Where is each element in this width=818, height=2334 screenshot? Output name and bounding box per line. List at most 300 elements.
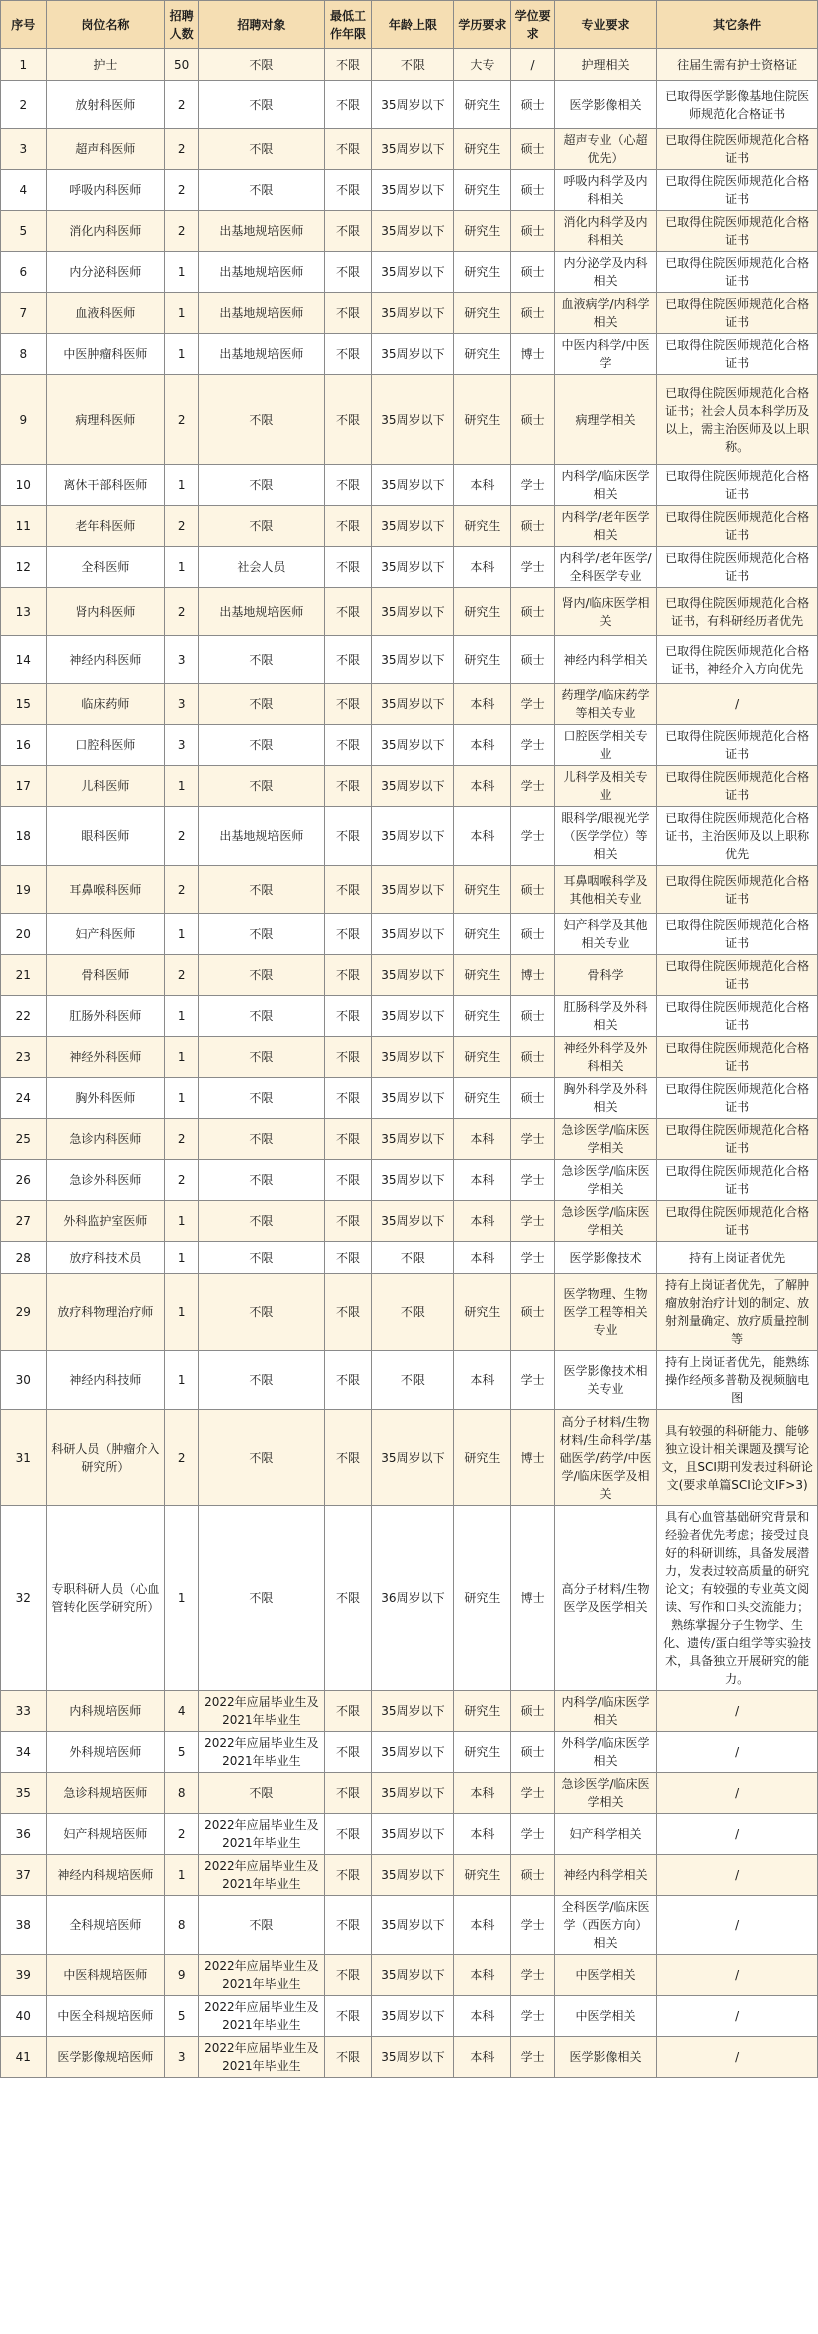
cell-degree: 学士 <box>511 1242 554 1274</box>
cell-other: 已取得住院医师规范化合格证书 <box>657 1078 818 1119</box>
cell-age: 35周岁以下 <box>372 1119 454 1160</box>
cell-years: 不限 <box>324 766 372 807</box>
cell-age: 不限 <box>372 1351 454 1410</box>
cell-post: 内科规培医师 <box>46 1691 165 1732</box>
cell-post: 神经内科医师 <box>46 636 165 684</box>
cell-years: 不限 <box>324 2037 372 2078</box>
cell-major: 病理学相关 <box>554 375 657 465</box>
table-row <box>1 684 818 725</box>
cell-degree: 博士 <box>511 1410 554 1506</box>
cell-post: 病理科医师 <box>46 375 165 465</box>
cell-degree: 硕士 <box>511 1732 554 1773</box>
cell-years: 不限 <box>324 1855 372 1896</box>
table-row <box>1 211 818 252</box>
cell-years: 不限 <box>324 684 372 725</box>
table-row <box>1 1078 818 1119</box>
cell-target: 不限 <box>199 1773 324 1814</box>
cell-edu: 本科 <box>454 2037 511 2078</box>
cell-edu: 本科 <box>454 1201 511 1242</box>
cell-no: 2 <box>1 81 47 129</box>
cell-other: 已取得住院医师规范化合格证书 <box>657 465 818 506</box>
cell-years: 不限 <box>324 1506 372 1691</box>
cell-age: 不限 <box>372 49 454 81</box>
cell-degree: 学士 <box>511 1201 554 1242</box>
cell-no: 16 <box>1 725 47 766</box>
cell-degree: 学士 <box>511 766 554 807</box>
table-row <box>1 334 818 375</box>
cell-count: 1 <box>165 547 199 588</box>
cell-count: 2 <box>165 807 199 866</box>
cell-edu: 本科 <box>454 1351 511 1410</box>
cell-age: 35周岁以下 <box>372 1078 454 1119</box>
cell-other: 已取得住院医师规范化合格证书 <box>657 293 818 334</box>
cell-years: 不限 <box>324 588 372 636</box>
cell-no: 12 <box>1 547 47 588</box>
cell-count: 2 <box>165 1410 199 1506</box>
cell-target: 社会人员 <box>199 547 324 588</box>
cell-degree: 博士 <box>511 1506 554 1691</box>
cell-other: 已取得住院医师规范化合格证书 <box>657 1037 818 1078</box>
cell-no: 41 <box>1 2037 47 2078</box>
cell-degree: 学士 <box>511 1119 554 1160</box>
cell-post: 神经内科规培医师 <box>46 1855 165 1896</box>
table-row <box>1 1351 818 1410</box>
cell-other: 已取得住院医师规范化合格证书 <box>657 955 818 996</box>
cell-edu: 研究生 <box>454 1078 511 1119</box>
cell-count: 2 <box>165 588 199 636</box>
cell-age: 35周岁以下 <box>372 1732 454 1773</box>
table-row <box>1 1814 818 1855</box>
cell-post: 中医肿瘤科医师 <box>46 334 165 375</box>
cell-age: 35周岁以下 <box>372 1160 454 1201</box>
cell-other: 具有心血管基础研究背景和经验者优先考虑；接受过良好的科研训练，具备发展潜力，发表过较高质量的研究论文；有较强的专业英文阅读、写作和口头交流能力；熟练掌握分子生物学、生化、遗传/蛋白组学等实验技术，具备独立开展研究的能力。 <box>657 1506 818 1691</box>
cell-major: 妇产科学相关 <box>554 1814 657 1855</box>
table-row <box>1 252 818 293</box>
table-row <box>1 1732 818 1773</box>
cell-major: 医学影像技术相关专业 <box>554 1351 657 1410</box>
cell-major: 高分子材料/生物医学及医学相关 <box>554 1506 657 1691</box>
cell-count: 1 <box>165 1078 199 1119</box>
cell-edu: 研究生 <box>454 866 511 914</box>
cell-age: 不限 <box>372 1274 454 1351</box>
cell-edu: 研究生 <box>454 129 511 170</box>
cell-years: 不限 <box>324 1410 372 1506</box>
cell-target: 不限 <box>199 866 324 914</box>
cell-post: 血液科医师 <box>46 293 165 334</box>
cell-major: 内分泌学及内科相关 <box>554 252 657 293</box>
table-row <box>1 1119 818 1160</box>
cell-degree: 硕士 <box>511 636 554 684</box>
cell-degree: 学士 <box>511 547 554 588</box>
cell-target: 2022年应届毕业生及2021年毕业生 <box>199 1955 324 1996</box>
cell-other: / <box>657 2037 818 2078</box>
cell-major: 护理相关 <box>554 49 657 81</box>
table-row <box>1 1691 818 1732</box>
cell-other: 已取得住院医师规范化合格证书 <box>657 129 818 170</box>
cell-years: 不限 <box>324 211 372 252</box>
cell-no: 30 <box>1 1351 47 1410</box>
cell-degree: 学士 <box>511 1955 554 1996</box>
cell-other: 已取得住院医师规范化合格证书 <box>657 725 818 766</box>
cell-edu: 本科 <box>454 1160 511 1201</box>
cell-major: 神经内科学相关 <box>554 636 657 684</box>
cell-degree: 学士 <box>511 465 554 506</box>
cell-count: 8 <box>165 1896 199 1955</box>
cell-degree: 学士 <box>511 1773 554 1814</box>
cell-age: 35周岁以下 <box>372 1410 454 1506</box>
cell-other: / <box>657 1996 818 2037</box>
cell-post: 肾内科医师 <box>46 588 165 636</box>
cell-no: 4 <box>1 170 47 211</box>
cell-target: 不限 <box>199 465 324 506</box>
cell-post: 中医科规培医师 <box>46 1955 165 1996</box>
cell-target: 不限 <box>199 1037 324 1078</box>
cell-years: 不限 <box>324 334 372 375</box>
cell-post: 肛肠外科医师 <box>46 996 165 1037</box>
cell-count: 2 <box>165 170 199 211</box>
cell-years: 不限 <box>324 1773 372 1814</box>
cell-post: 消化内科医师 <box>46 211 165 252</box>
cell-no: 18 <box>1 807 47 866</box>
cell-other: 已取得住院医师规范化合格证书 <box>657 866 818 914</box>
cell-post: 眼科医师 <box>46 807 165 866</box>
cell-other: 已取得住院医师规范化合格证书 <box>657 914 818 955</box>
cell-major: 高分子材料/生物材料/生命科学/基础医学/药学/中医学/临床医学及相关 <box>554 1410 657 1506</box>
table-row <box>1 375 818 465</box>
cell-count: 1 <box>165 252 199 293</box>
cell-degree: 硕士 <box>511 293 554 334</box>
cell-target: 不限 <box>199 1896 324 1955</box>
cell-degree: 硕士 <box>511 211 554 252</box>
cell-post: 内分泌科医师 <box>46 252 165 293</box>
cell-other: 具有较强的科研能力、能够独立设计相关课题及撰写论文，且SCI期刊发表过科研论文(要求单篇SCI论文IF>3) <box>657 1410 818 1506</box>
cell-no: 25 <box>1 1119 47 1160</box>
cell-post: 医学影像规培医师 <box>46 2037 165 2078</box>
cell-degree: 学士 <box>511 1814 554 1855</box>
cell-degree: 学士 <box>511 2037 554 2078</box>
cell-major: 中医学相关 <box>554 1996 657 2037</box>
cell-edu: 研究生 <box>454 1410 511 1506</box>
cell-post: 呼吸内科医师 <box>46 170 165 211</box>
cell-post: 耳鼻喉科医师 <box>46 866 165 914</box>
cell-count: 1 <box>165 1274 199 1351</box>
cell-post: 外科规培医师 <box>46 1732 165 1773</box>
cell-no: 21 <box>1 955 47 996</box>
cell-other: 已取得住院医师规范化合格证书 <box>657 1201 818 1242</box>
cell-post: 胸外科医师 <box>46 1078 165 1119</box>
cell-major: 中医学相关 <box>554 1955 657 1996</box>
cell-count: 1 <box>165 996 199 1037</box>
cell-no: 20 <box>1 914 47 955</box>
cell-target: 出基地规培医师 <box>199 588 324 636</box>
header-age: 年龄上限 <box>372 1 454 49</box>
cell-count: 1 <box>165 1351 199 1410</box>
cell-major: 内科学/老年医学相关 <box>554 506 657 547</box>
cell-edu: 本科 <box>454 1119 511 1160</box>
cell-target: 不限 <box>199 766 324 807</box>
header-years: 最低工作年限 <box>324 1 372 49</box>
cell-target: 不限 <box>199 1242 324 1274</box>
cell-age: 35周岁以下 <box>372 1996 454 2037</box>
table-row <box>1 1242 818 1274</box>
cell-target: 不限 <box>199 914 324 955</box>
cell-age: 35周岁以下 <box>372 506 454 547</box>
cell-count: 1 <box>165 914 199 955</box>
cell-age: 36周岁以下 <box>372 1506 454 1691</box>
cell-target: 2022年应届毕业生及2021年毕业生 <box>199 1996 324 2037</box>
cell-degree: 硕士 <box>511 129 554 170</box>
cell-post: 外科监护室医师 <box>46 1201 165 1242</box>
cell-target: 不限 <box>199 506 324 547</box>
cell-other: 已取得住院医师规范化合格证书 <box>657 1160 818 1201</box>
cell-years: 不限 <box>324 914 372 955</box>
cell-major: 急诊医学/临床医学相关 <box>554 1201 657 1242</box>
cell-no: 27 <box>1 1201 47 1242</box>
cell-no: 3 <box>1 129 47 170</box>
table-row <box>1 2037 818 2078</box>
cell-years: 不限 <box>324 1896 372 1955</box>
cell-target: 不限 <box>199 1410 324 1506</box>
cell-edu: 研究生 <box>454 334 511 375</box>
cell-no: 6 <box>1 252 47 293</box>
cell-count: 2 <box>165 506 199 547</box>
cell-degree: 硕士 <box>511 866 554 914</box>
cell-post: 放射科医师 <box>46 81 165 129</box>
cell-post: 神经外科医师 <box>46 1037 165 1078</box>
cell-other: 已取得住院医师规范化合格证书 <box>657 766 818 807</box>
cell-other: 已取得住院医师规范化合格证书，神经介入方向优先 <box>657 636 818 684</box>
cell-degree: 学士 <box>511 1160 554 1201</box>
cell-target: 不限 <box>199 1160 324 1201</box>
cell-target: 不限 <box>199 81 324 129</box>
cell-major: 急诊医学/临床医学相关 <box>554 1773 657 1814</box>
table-row <box>1 547 818 588</box>
cell-edu: 本科 <box>454 547 511 588</box>
table-row <box>1 1855 818 1896</box>
cell-degree: 硕士 <box>511 375 554 465</box>
cell-target: 2022年应届毕业生及2021年毕业生 <box>199 1732 324 1773</box>
table-body <box>1 49 818 2078</box>
cell-count: 1 <box>165 1201 199 1242</box>
cell-age: 35周岁以下 <box>372 2037 454 2078</box>
cell-other: / <box>657 1896 818 1955</box>
cell-count: 1 <box>165 293 199 334</box>
cell-major: 胸外科学及外科相关 <box>554 1078 657 1119</box>
cell-count: 1 <box>165 334 199 375</box>
cell-edu: 研究生 <box>454 1037 511 1078</box>
table-row <box>1 807 818 866</box>
table-row <box>1 1996 818 2037</box>
cell-age: 35周岁以下 <box>372 1201 454 1242</box>
cell-other: 已取得住院医师规范化合格证书，有科研经历者优先 <box>657 588 818 636</box>
cell-degree: 硕士 <box>511 1078 554 1119</box>
cell-degree: 学士 <box>511 684 554 725</box>
cell-target: 不限 <box>199 129 324 170</box>
cell-count: 1 <box>165 465 199 506</box>
cell-age: 35周岁以下 <box>372 955 454 996</box>
cell-years: 不限 <box>324 1732 372 1773</box>
cell-count: 8 <box>165 1773 199 1814</box>
cell-edu: 研究生 <box>454 996 511 1037</box>
cell-target: 不限 <box>199 49 324 81</box>
table-header-row <box>1 1 818 49</box>
cell-edu: 研究生 <box>454 170 511 211</box>
header-major: 专业要求 <box>554 1 657 49</box>
cell-count: 1 <box>165 766 199 807</box>
cell-years: 不限 <box>324 996 372 1037</box>
cell-post: 全科医师 <box>46 547 165 588</box>
cell-target: 不限 <box>199 1078 324 1119</box>
header-other: 其它条件 <box>657 1 818 49</box>
cell-degree: 博士 <box>511 334 554 375</box>
cell-count: 3 <box>165 2037 199 2078</box>
cell-age: 35周岁以下 <box>372 766 454 807</box>
cell-other: / <box>657 684 818 725</box>
table-row <box>1 1201 818 1242</box>
cell-other: 持有上岗证者优先 <box>657 1242 818 1274</box>
cell-degree: 博士 <box>511 955 554 996</box>
cell-no: 34 <box>1 1732 47 1773</box>
cell-edu: 研究生 <box>454 1855 511 1896</box>
cell-no: 17 <box>1 766 47 807</box>
cell-count: 3 <box>165 684 199 725</box>
cell-target: 不限 <box>199 1119 324 1160</box>
cell-age: 35周岁以下 <box>372 1855 454 1896</box>
cell-post: 护士 <box>46 49 165 81</box>
cell-edu: 本科 <box>454 1814 511 1855</box>
cell-no: 5 <box>1 211 47 252</box>
cell-major: 骨科学 <box>554 955 657 996</box>
cell-count: 5 <box>165 1996 199 2037</box>
cell-edu: 本科 <box>454 1242 511 1274</box>
table-row <box>1 1160 818 1201</box>
cell-edu: 本科 <box>454 766 511 807</box>
cell-degree: 硕士 <box>511 1855 554 1896</box>
cell-no: 32 <box>1 1506 47 1691</box>
cell-target: 2022年应届毕业生及2021年毕业生 <box>199 1691 324 1732</box>
cell-other: 已取得住院医师规范化合格证书 <box>657 252 818 293</box>
cell-other: / <box>657 1773 818 1814</box>
cell-other: 已取得医学影像基地住院医师规范化合格证书 <box>657 81 818 129</box>
cell-years: 不限 <box>324 1814 372 1855</box>
cell-age: 35周岁以下 <box>372 170 454 211</box>
cell-years: 不限 <box>324 1037 372 1078</box>
cell-post: 妇产科医师 <box>46 914 165 955</box>
cell-no: 22 <box>1 996 47 1037</box>
cell-other: / <box>657 1814 818 1855</box>
cell-age: 35周岁以下 <box>372 636 454 684</box>
cell-age: 35周岁以下 <box>372 996 454 1037</box>
cell-major: 眼科学/眼视光学（医学学位）等相关 <box>554 807 657 866</box>
cell-years: 不限 <box>324 636 372 684</box>
cell-no: 19 <box>1 866 47 914</box>
cell-no: 39 <box>1 1955 47 1996</box>
cell-other: / <box>657 1732 818 1773</box>
cell-edu: 本科 <box>454 1955 511 1996</box>
cell-degree: 学士 <box>511 1351 554 1410</box>
cell-count: 2 <box>165 866 199 914</box>
cell-years: 不限 <box>324 1955 372 1996</box>
cell-major: 耳鼻咽喉科学及其他相关专业 <box>554 866 657 914</box>
cell-age: 35周岁以下 <box>372 1773 454 1814</box>
cell-count: 5 <box>165 1732 199 1773</box>
cell-major: 神经外科学及外科相关 <box>554 1037 657 1078</box>
cell-years: 不限 <box>324 866 372 914</box>
cell-count: 3 <box>165 725 199 766</box>
cell-other: 已取得住院医师规范化合格证书 <box>657 506 818 547</box>
table-row <box>1 81 818 129</box>
cell-edu: 本科 <box>454 1896 511 1955</box>
cell-other: 已取得住院医师规范化合格证书，主治医师及以上职称优先 <box>657 807 818 866</box>
cell-major: 药理学/临床药学等相关专业 <box>554 684 657 725</box>
cell-major: 外科学/临床医学相关 <box>554 1732 657 1773</box>
cell-years: 不限 <box>324 1160 372 1201</box>
cell-target: 2022年应届毕业生及2021年毕业生 <box>199 2037 324 2078</box>
cell-years: 不限 <box>324 1119 372 1160</box>
cell-other: 已取得住院医师规范化合格证书 <box>657 211 818 252</box>
cell-major: 急诊医学/临床医学相关 <box>554 1119 657 1160</box>
cell-no: 37 <box>1 1855 47 1896</box>
cell-post: 科研人员（肿瘤介入研究所） <box>46 1410 165 1506</box>
cell-target: 不限 <box>199 170 324 211</box>
cell-no: 8 <box>1 334 47 375</box>
cell-target: 不限 <box>199 1274 324 1351</box>
cell-no: 11 <box>1 506 47 547</box>
table-row <box>1 1896 818 1955</box>
cell-no: 23 <box>1 1037 47 1078</box>
cell-post: 老年科医师 <box>46 506 165 547</box>
cell-no: 36 <box>1 1814 47 1855</box>
cell-other: / <box>657 1855 818 1896</box>
cell-edu: 本科 <box>454 684 511 725</box>
cell-no: 10 <box>1 465 47 506</box>
cell-years: 不限 <box>324 1242 372 1274</box>
cell-post: 中医全科规培医师 <box>46 1996 165 2037</box>
cell-age: 35周岁以下 <box>372 684 454 725</box>
cell-count: 2 <box>165 1814 199 1855</box>
cell-age: 35周岁以下 <box>372 1896 454 1955</box>
cell-age: 35周岁以下 <box>372 547 454 588</box>
cell-count: 50 <box>165 49 199 81</box>
cell-target: 出基地规培医师 <box>199 807 324 866</box>
cell-count: 2 <box>165 129 199 170</box>
table-row <box>1 914 818 955</box>
cell-degree: 硕士 <box>511 1691 554 1732</box>
cell-edu: 研究生 <box>454 1274 511 1351</box>
cell-years: 不限 <box>324 547 372 588</box>
cell-degree: 硕士 <box>511 1274 554 1351</box>
cell-years: 不限 <box>324 506 372 547</box>
cell-other: / <box>657 1691 818 1732</box>
cell-edu: 研究生 <box>454 588 511 636</box>
cell-no: 35 <box>1 1773 47 1814</box>
table-row <box>1 170 818 211</box>
cell-edu: 研究生 <box>454 81 511 129</box>
cell-edu: 研究生 <box>454 293 511 334</box>
cell-age: 35周岁以下 <box>372 81 454 129</box>
cell-count: 2 <box>165 81 199 129</box>
cell-other: 已取得住院医师规范化合格证书 <box>657 996 818 1037</box>
cell-edu: 研究生 <box>454 914 511 955</box>
cell-years: 不限 <box>324 81 372 129</box>
cell-target: 不限 <box>199 955 324 996</box>
cell-years: 不限 <box>324 807 372 866</box>
cell-edu: 研究生 <box>454 1732 511 1773</box>
cell-count: 2 <box>165 211 199 252</box>
cell-years: 不限 <box>324 252 372 293</box>
cell-age: 35周岁以下 <box>372 334 454 375</box>
cell-post: 全科规培医师 <box>46 1896 165 1955</box>
